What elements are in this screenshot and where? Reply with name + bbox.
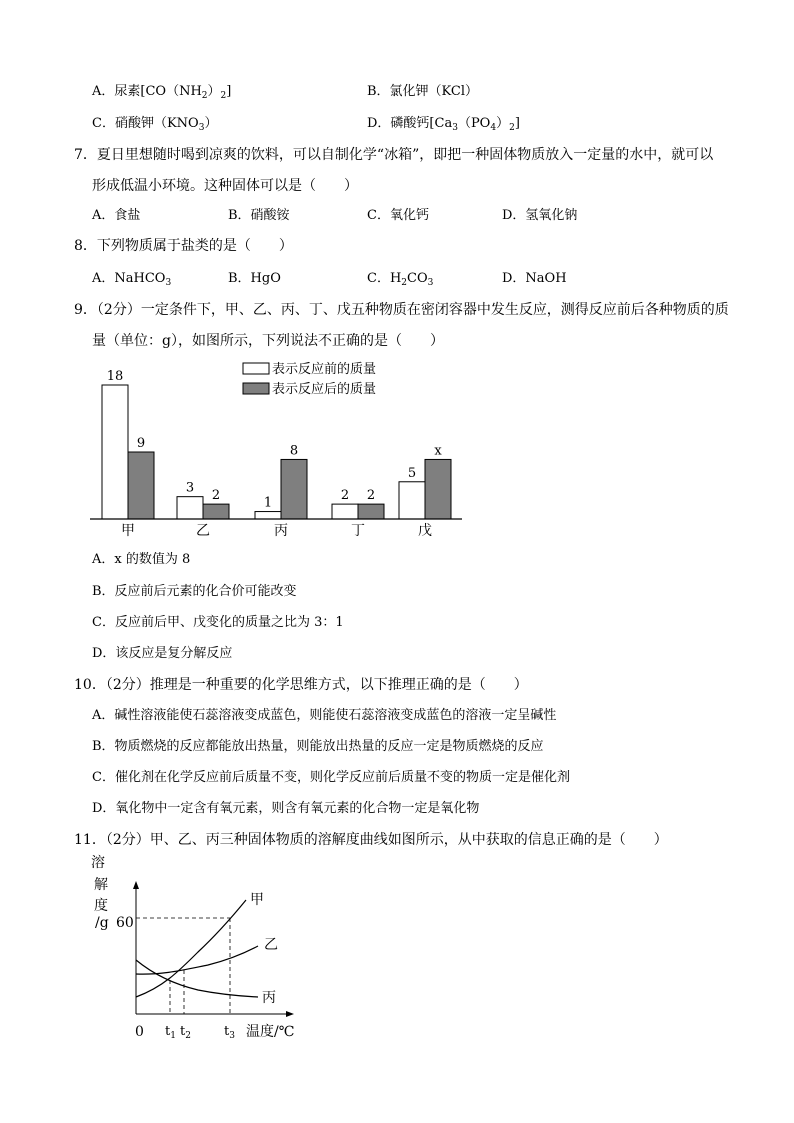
category-label-0: 甲 (121, 523, 135, 539)
q7-stem-line2: 形成低温小环境。这种固体可以是（ ） (92, 178, 358, 194)
mass-bar-chart (90, 358, 480, 540)
q8-option-a: A．NaHCO$_3$ (92, 271, 172, 288)
curve-yi (136, 946, 258, 974)
bar-label-after-0: 9 (136, 436, 146, 451)
q8-option-d: D．NaOH (502, 271, 567, 286)
q9-stem-line2: 量（单位：g），如图所示，下列说法不正确的是（ ） (92, 333, 444, 349)
q9-option-a: A．x 的数值为 8 (92, 552, 191, 567)
y-axis-label-char1: 溶 (91, 855, 105, 871)
bar-before-4 (399, 482, 425, 519)
y-axis-label-char3: 度 (94, 898, 108, 914)
x-axis-arrow (286, 1011, 294, 1017)
q10-option-a: A．碱性溶液能使石蕊溶液变成蓝色，则能使石蕊溶液变成蓝色的溶液一定呈碱性 (92, 708, 557, 723)
category-label-3: 丁 (351, 523, 365, 539)
q6-option-b: B．氯化钾（KCl） (367, 84, 479, 99)
bar-label-before-4: 5 (407, 465, 417, 481)
x-tick-t1: $t_1$ (165, 1024, 176, 1041)
bar-label-after-2: 8 (289, 443, 299, 459)
q8-stem: 8．下列物质属于盐类的是（ ） (74, 238, 293, 254)
legend-after-swatch (243, 383, 269, 394)
legend-after-label: 表示反应后的质量 (272, 382, 377, 397)
q9-option-c: C．反应前后甲、戊变化的质量之比为 3：1 (92, 615, 344, 630)
origin-label: 0 (135, 1024, 144, 1040)
bar-before-3 (332, 504, 358, 519)
y-axis-label-char2: 解 (94, 877, 108, 893)
category-label-2: 丙 (274, 523, 288, 539)
x-axis-label: 温度/℃ (246, 1024, 295, 1040)
bar-after-4 (425, 459, 451, 519)
q9-stem-line1: 9．（2分）一定条件下，甲、乙、丙、丁、戊五种物质在密闭容器中发生反应，测得反应前后各种物质的质 (74, 302, 729, 318)
curve-jia (136, 900, 246, 997)
q8-option-c: C．$H_2CO_3$ (367, 271, 434, 288)
x-tick-t2: $t_2$ (180, 1024, 191, 1041)
q6-option-c: C．硝酸钾$(KNO_3)$ (92, 116, 218, 133)
bar-after-1 (203, 504, 229, 519)
x-tick-t3: $t_3$ (224, 1024, 235, 1041)
q6-option-a: A．尿素$[CO(NH_2)_2]$ (92, 84, 232, 101)
legend-before-swatch (243, 363, 269, 374)
bar-label-before-2: 1 (263, 495, 273, 511)
bar-label-after-3: 2 (366, 488, 376, 504)
q10-stem: 10．（2分）推理是一种重要的化学思维方式，以下推理正确的是（ ） (74, 677, 528, 693)
q11-stem: 11．（2分）甲、乙、丙三种固体物质的溶解度曲线如图所示，从中获取的信息正确的是（ ） (74, 832, 668, 848)
bar-after-0 (128, 452, 154, 519)
category-label-4: 戊 (418, 523, 432, 539)
bar-after-3 (358, 504, 384, 519)
q9-option-d: D．该反应是复分解反应 (92, 646, 233, 661)
q7-option-c: C．氧化钙 (367, 208, 429, 223)
bar-label-after-1: 2 (211, 488, 221, 504)
bar-label-before-0: 18 (106, 369, 124, 384)
bar-label-before-1: 3 (185, 480, 195, 496)
q9-option-b: B．反应前后元素的化合价可能改变 (92, 584, 297, 599)
q10-option-b: B．物质燃烧的反应都能放出热量，则能放出热量的反应一定是物质燃烧的反应 (92, 739, 544, 754)
bar-before-0 (102, 385, 128, 519)
curve-bing (136, 960, 258, 997)
curve-label-bing: 丙 (262, 990, 276, 1006)
y-axis-arrow (133, 881, 139, 889)
q7-option-a: A．食盐 (92, 208, 141, 223)
q10-option-c: C．催化剂在化学反应前后质量不变，则化学反应前后质量不变的物质一定是催化剂 (92, 770, 570, 785)
category-label-1: 乙 (196, 523, 210, 539)
bar-before-2 (255, 512, 281, 519)
q10-option-d: D．氧化物中一定含有氧元素，则含有氧元素的化合物一定是氧化物 (92, 801, 480, 816)
q7-stem-line1: 7．夏日里想随时喝到凉爽的饮料，可以自制化学“冰箱”，即把一种固体物质放入一定量的水中，就可以 (74, 147, 714, 163)
q6-option-d: D．磷酸钙$[Ca_3(PO_4)_2]$ (367, 116, 520, 133)
q7-option-b: B．硝酸铵 (228, 208, 290, 223)
bar-before-1 (177, 497, 203, 519)
y-axis-unit: /g (95, 915, 109, 931)
bar-label-after-4: x (434, 443, 442, 459)
solubility-curve-chart (88, 852, 328, 1044)
bar-label-before-3: 2 (340, 488, 350, 504)
q8-option-b: B．HgO (228, 271, 281, 286)
bar-after-2 (281, 459, 307, 519)
y-tick-60: 60 (116, 915, 134, 931)
q7-option-d: D．氢氧化钠 (502, 208, 578, 223)
legend-before-label: 表示反应前的质量 (272, 362, 377, 377)
curve-label-yi: 乙 (264, 937, 278, 953)
curve-label-jia: 甲 (250, 892, 264, 908)
